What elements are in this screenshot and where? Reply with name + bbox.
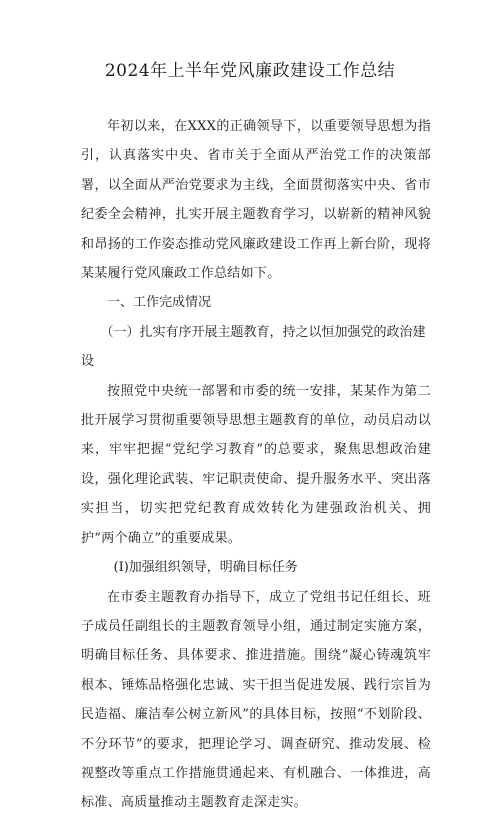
document-title: 2024年上半年党风廉政建设工作总结 (104, 61, 396, 81)
subsection-heading: （一）扎实有序开展主题教育，持之以恒加强党的政治建设 (81, 324, 426, 370)
intro-paragraph: 年初以来，在XXX的正确领导下，以重要领导思想为指引，认真落实中央、省市关于全面从严治党工作的决策部署，以全面从严治党要求为主线，全面贯彻落实中央、省市纪委全会精神，扎实开展主题教育学习，以崭新的精神风貌和昂扬的工作姿态推动党风廉政建设工作再上新台阶，现将某某履行党风廉政工作总结如下。 (81, 119, 431, 282)
document-body (81, 112, 431, 818)
subsection-paragraph: 按照党中央统一部署和市委的统一安排，某某作为第二批开展学习贯彻重要领导思想主题教育的单位，动员启动以来，牢牢把握“党纪学习教育”的总要求，聚焦思想政治建设，强化理论武装、牢记职责使命、提升服务水平、突出落实担当，切实把党纪教育成效转化为建强政治机关、拥护“两个确立”的重要成果。 (81, 383, 431, 546)
section-heading: 一、工作完成情况 (107, 295, 212, 311)
item-heading: (I)加强组织领导，明确目标任务 (113, 560, 298, 576)
item-paragraph: 在市委主题教育办指导下，成立了党组书记任组长、班子成员任副组长的主题教育领导小组，通过制定实施方案，明确目标任务、具体要求、推进措施。围绕“凝心铸魂筑牢根本、锤炼品格强化忠诚、实干担当促进发展、践行宗旨为民造福、廉洁奉公树立新风”的具体目标，按照“不划阶段、不分环节”的要求，把理论学习、调查研究、推动发展、检视整改等重点工作措施贯通起来、有机融合、一体推进，高标准、高质量推动主题教育走深走实。 (81, 589, 431, 811)
